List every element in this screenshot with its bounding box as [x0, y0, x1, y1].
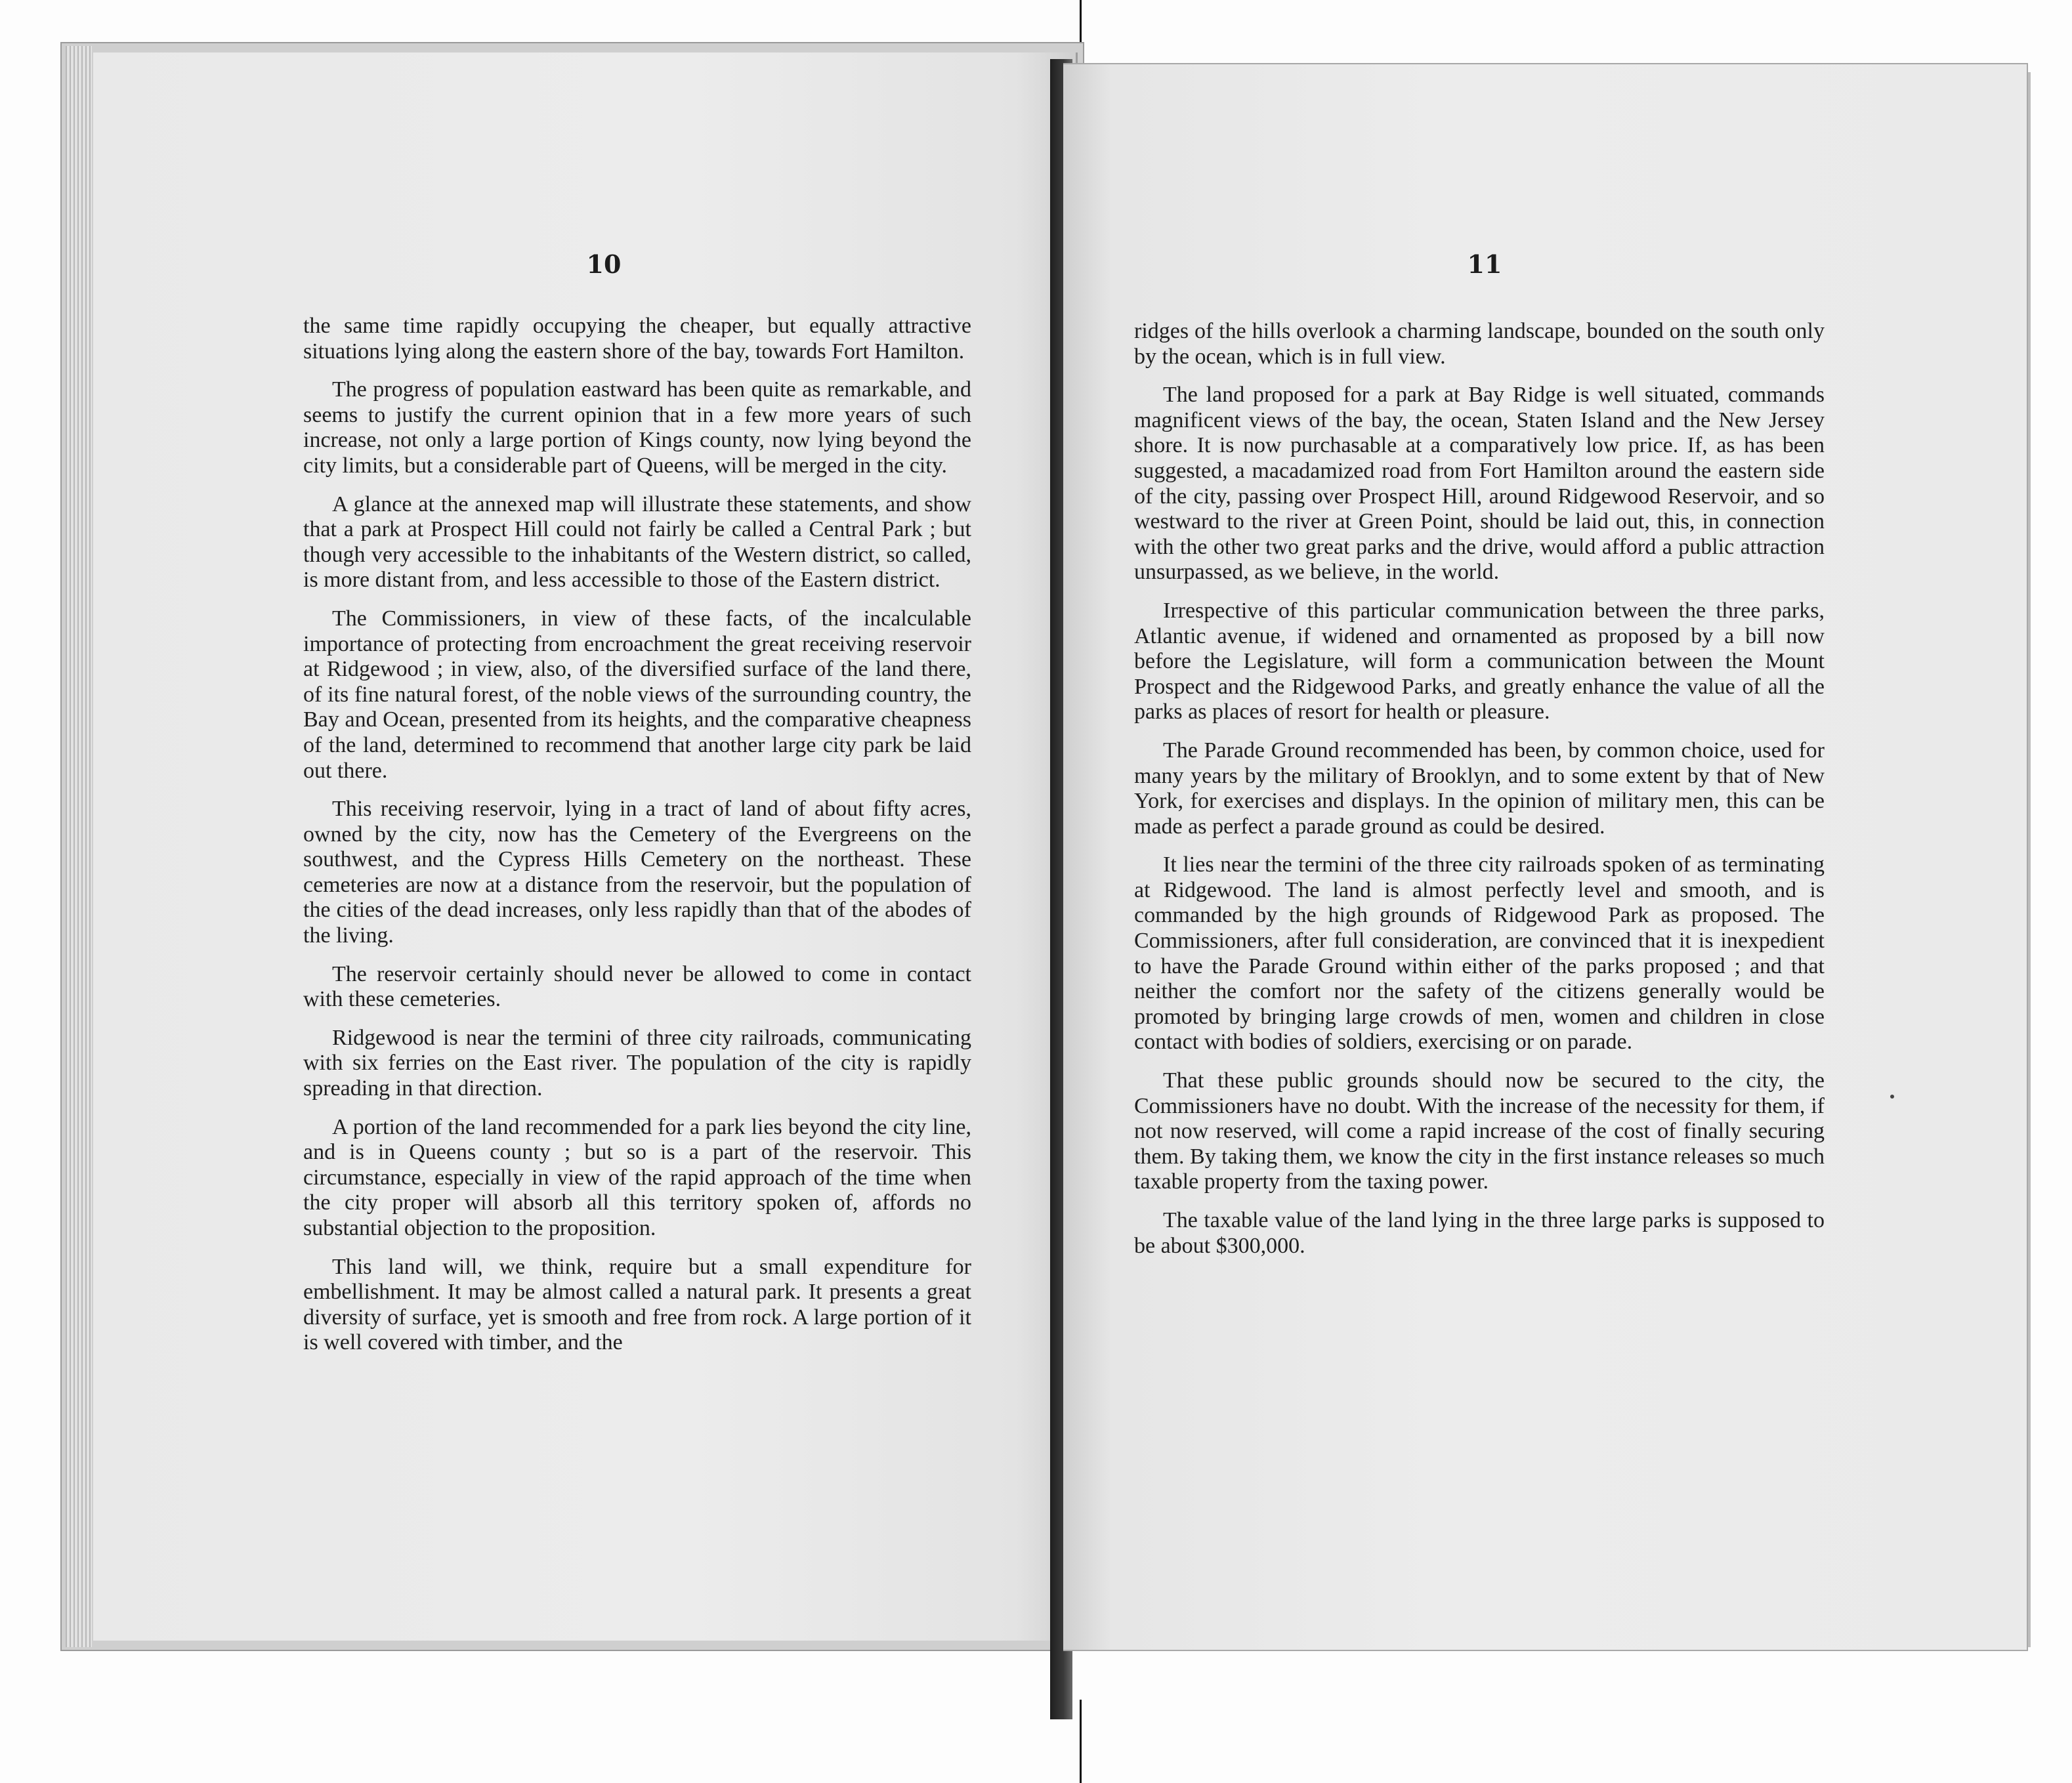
- paragraph: A glance at the annexed map will illustrate these statements, and show that a park at Prospect Hill could not fairly be called a Central Park ; but though very accessible to the inhabitants of the Western district, so called, is more distant from, and less accessible to those of the Eastern district.: [303, 492, 971, 593]
- spine-mark-bottom: [1080, 1700, 1082, 1783]
- paragraph: It lies near the termini of the three city railroads spoken of as terminating at Ridgewood. The land is almost perfectly level and smooth, and is commanded by the high grounds of Ridgewood Park as proposed. The Commissioners, after full consideration, are convinced that it is inexpedient to have the Parade Ground within either of the parks proposed ; and that neither the comfort nor the safety of the citizens generally would be promoted by bringing large crowds of men, women and children in close contact with bodies of soldiers, exercising or on parade.: [1134, 852, 1825, 1055]
- paragraph: Ridgewood is near the termini of three city railroads, communicating with six ferries on the East river. The population of the city is rapidly spreading in that direction.: [303, 1025, 971, 1101]
- paragraph: This land will, we think, require but a small expenditure for embellishment. It may be almost called a natural park. It presents a great diversity of surface, yet is smooth and free from rock. A large portion of it is well covered with timber, and the: [303, 1254, 971, 1355]
- paragraph: This receiving reservoir, lying in a tract of land of about fifty acres, owned by the city, now has the Cemetery of the Evergreens on the southwest, and the Cypress Hills Cemetery on the northeast. These cemeteries are now at a distance from the reservoir, but the population of the cities of the dead increases, only less rapidly than that of the abodes of the living.: [303, 797, 971, 948]
- paragraph: The taxable value of the land lying in the three large parks is supposed to be about $300,000.: [1134, 1208, 1825, 1258]
- paragraph: The Commissioners, in view of these facts, of the incalculable importance of protecting from encroachment the great receiving reservoir at Ridgewood ; in view, also, of the diversified surface of the land there, of its fine natural forest, of the noble views of the surrounding country, the Bay and Ocean, presented from its heights, and the comparative cheapness of the land, determined to recommend that another large city park be laid out there.: [303, 606, 971, 783]
- paragraph: The progress of population eastward has been quite as remarkable, and seems to justify the current opinion that in a few more years of such increase, not only a large portion of Kings county, now lying beyond the city limits, but a considerable part of Queens, will be merged in the city.: [303, 377, 971, 478]
- paragraph: A portion of the land recommended for a park lies beyond the city line, and is in Queens county ; but so is a part of the reservoir. This circumstance, especially in view of the rapid approach of the time when the city proper will absorb all this territory spoken of, affords no substantial objection to the proposition.: [303, 1114, 971, 1240]
- left-text-column: [303, 314, 971, 1369]
- left-page-number: 10: [586, 249, 622, 279]
- right-text-column: [1134, 319, 1825, 1272]
- paragraph: That these public grounds should now be secured to the city, the Commissioners have no doubt. With the increase of the necessity for them, if not now reserved, will come a rapid increase of the cost of finally securing them. By taking them, we know the city in the first instance releases so much taxable property from the taxing power.: [1134, 1068, 1825, 1194]
- paragraph: the same time rapidly occupying the cheaper, but equally attractive situations lying along the eastern shore of the bay, towards Fort Hamilton.: [303, 314, 971, 364]
- paragraph: Irrespective of this particular communication between the three parks, Atlantic avenue, if widened and ornamented as proposed by a bill now before the Legislature, will form a communication between the Mount Prospect and the Ridgewood Parks, and greatly enhance the value of all the parks as places of resort for health or pleasure.: [1134, 598, 1825, 724]
- paragraph: The reservoir certainly should never be allowed to come in contact with these cemeteries.: [303, 961, 971, 1012]
- right-page-number: 11: [1467, 249, 1502, 279]
- paragraph: The Parade Ground recommended has been, by common choice, used for many years by the military of Brooklyn, and to some extent by that of New York, for exercises and displays. In the opinion of military men, this can be made as perfect a parade ground as could be desired.: [1134, 738, 1825, 839]
- paragraph: ridges of the hills overlook a charming landscape, bounded on the south only by the ocean, which is in full view.: [1134, 319, 1825, 369]
- paragraph: The land proposed for a park at Bay Ridge is well situated, commands magnificent views of the bay, the ocean, Staten Island and the New Jersey shore. It is now purchasable at a comparatively low price. If, as has been suggested, a macadamized road from Fort Hamilton around the eastern side of the city, passing over Prospect Hill, around Ridgewood Reservoir, and so westward to the river at Green Point, should be laid out, this, in connection with the other two great parks and the drive, would afford a public attraction unsurpassed, as we believe, in the world.: [1134, 383, 1825, 585]
- dust-speck: [1890, 1095, 1894, 1099]
